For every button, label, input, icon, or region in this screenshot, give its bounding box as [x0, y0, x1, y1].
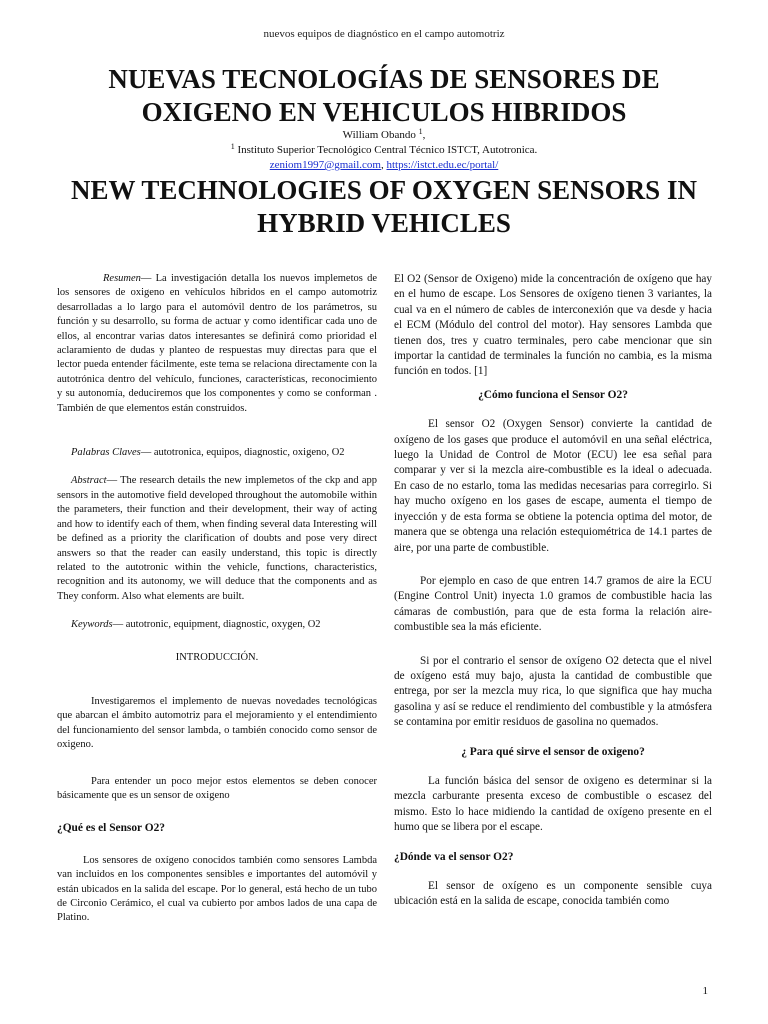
- right-column: [394, 272, 712, 910]
- o2-intro-paragraph: El O2 (Sensor de Oxigeno) mide la concentración de oxígeno que hay en el humo de escape. Los Sensores de oxígeno tienen 3 variantes, la cual va en el número de cables de interconexión que va desde y hacia el ECM (Módulo del control del motor). Hay sensores Lambda que tienen dos, tres y cuatro terminales, pero cabe mencionar que sin importar la cantidad de terminales la función no cambia, es la misma función en todos. [1]: [394, 273, 712, 378]
- author-line: [0, 128, 768, 143]
- donde-va-heading: ¿Dónde va el sensor O2?: [394, 850, 514, 863]
- abstract-dash: —: [106, 475, 121, 487]
- keywords-label: Keywords: [71, 619, 113, 631]
- keywords-text: autotronic, equipment, diagnostic, oxygen, O2: [125, 619, 321, 631]
- page-number: 1: [702, 985, 708, 997]
- abstract-label: Abstract: [71, 475, 107, 487]
- resumen-dash: —: [140, 273, 156, 284]
- intro-paragraph-1: Investigaremos el implemento de nuevas novedades tecnológicas que abarcan el ámbito automotriz para el mejoramiento y el entendimiento del funcionamiento del sensor lambda, o también conocido como sensor de oxigeno.: [57, 695, 377, 751]
- resumen-label: Resumen: [103, 273, 141, 284]
- contact-separator: ,: [380, 159, 387, 171]
- como-funciona-paragraph-3: Si por el contrario el sensor de oxígeno O2 detecta que el nivel de oxígeno está muy bajo, ajusta la cantidad de combustible que entrega, por ser la mezcla muy rica, lo que significa que hay mucha gasolina y así se reduce el rendimiento del combustible y la atmósfera se contamina por emitir residuos de gasolina no quemados.: [394, 654, 712, 729]
- que-es-heading: ¿Qué es el Sensor O2?: [57, 822, 165, 835]
- donde-va-paragraph: El sensor de oxígeno es un componente sensible cuya ubicación está en la salida de escape, conocida también como: [394, 880, 712, 908]
- spanish-title: NUEVAS TECNOLOGÍAS DE SENSORES DE OXIGENO EN VEHICULOS HIBRIDOS: [108, 64, 660, 127]
- palabras-label: Palabras Claves: [71, 447, 141, 459]
- palabras-dash: —: [140, 447, 154, 459]
- resumen-paragraph: [57, 272, 377, 416]
- author-block: [0, 128, 768, 173]
- affiliation-superscript: 1: [230, 142, 235, 151]
- affiliation-line: [0, 143, 768, 158]
- author-suffix: ,: [422, 129, 426, 141]
- que-es-paragraph: Los sensores de oxígeno conocidos también como sensores Lambda van incluidos en los componentes sensibles e importantes del automóvil y están ubicados en la salida del escape. Por lo general, está hecho de un tubo de Circonio Cerámico, el cual va cubierto por ambos lados de una capa de Platino.: [57, 854, 377, 924]
- palabras-claves-paragraph: [57, 446, 377, 460]
- como-funciona-paragraph-2: Por ejemplo en caso de que entren 14.7 gramos de aire la ECU (Engine Control Unit) inyecta 1.0 gramos de combustible hacia las cámaras de combustión, para que de esta forma la relación aire-combustible sea la más eficiente.: [394, 574, 712, 634]
- palabras-text: autotronica, equipos, diagnostic, oxigeno, O2: [153, 447, 345, 459]
- author-superscript: 1: [418, 127, 423, 136]
- resumen-text: La investigación detalla los nuevos implemetos de los sensores de oxigeno en vehículos híbridos en el campo automotriz desarrolladas a lo largo para el automóvil dentro de los parámetros, su función y su desarrollo, su forma de actuar y como identificar cada uno de ellos, al encontrar varias datos interesantes se definirá como prioridad el aclaramiento de dudas y planteo de respuestas muy directas para que el lector pueda entender fácilmente, este tema se relaciona directamente con la autotrónica dentro del vehículo, funciones, características, reconocimiento y su autonomía, deduciremos que los componentes y como se conforman . También de que elementos están construidos.: [57, 273, 377, 414]
- author-name: William Obando: [342, 129, 416, 141]
- left-column: [57, 272, 377, 926]
- introduction-heading: INTRODUCCIÓN.: [175, 651, 259, 663]
- running-head: nuevos equipos de diagnóstico en el campo automotriz: [263, 28, 505, 40]
- affiliation: Instituto Superior Tecnológico Central Técnico ISTCT, Autotronica.: [237, 144, 538, 156]
- como-funciona-heading: ¿Cómo funciona el Sensor O2?: [478, 388, 628, 401]
- keywords-paragraph: [57, 618, 377, 632]
- abstract-paragraph: [57, 474, 377, 604]
- abstract-text: The research details the new implemetos of the ckp and app sensors in the automotive field developed throughout the automobile within the parameters, their function and their development, their way of acting and how to identify each of them, when finding several data Interesting will be defined as a priority the clarification of doubts and pose very direct answers so that the reader can easily understand, this topic is directly related to the autotronic within the vehicle, functions, characteristics, recognition and its autonomy, we will deduce that the components and as They conform. Also what elements are built.: [57, 475, 377, 602]
- como-funciona-paragraph-1: El sensor O2 (Oxygen Sensor) convierte la cantidad de oxígeno de los gases que produce el automóvil en una señal eléctrica, luego la Unidad de Control de Motor (ECU) lee esa señal para comparar y ver si la mezcla aire-combustible es la ideal o adecuada. En caso de no estarlo, toma las medidas necesarias para corregirlo. Si hay mucho oxígeno en los gases de escape, aumenta el tiempo de inyección y de esta forma se obtiene la potencia optima del motor, de manera que se obtenga una relación estequiométrica de 14.1 partes de aire, por una parte de combustible.: [394, 418, 712, 554]
- english-title: NEW TECHNOLOGIES OF OXYGEN SENSORS IN HYBRID VEHICLES: [71, 175, 697, 238]
- url-link[interactable]: https://istct.edu.ec/portal/: [386, 159, 499, 171]
- para-que-sirve-paragraph: La función básica del sensor de oxigeno es determinar si la mezcla carburante presenta exceso de combustible o escasez del mismo. Esto lo hace midiendo la cantidad de oxígeno presente en el humo que se libera por el escape.: [394, 774, 712, 834]
- email-link[interactable]: zeniom1997@gmail.com: [269, 159, 381, 171]
- para-que-sirve-heading: ¿ Para qué sirve el sensor de oxigeno?: [461, 745, 645, 758]
- contact-line: [0, 158, 768, 173]
- keywords-dash: —: [112, 619, 126, 631]
- intro-paragraph-2: Para entender un poco mejor estos elementos se deben conocer básicamente que es un sensor de oxigeno: [57, 775, 377, 801]
